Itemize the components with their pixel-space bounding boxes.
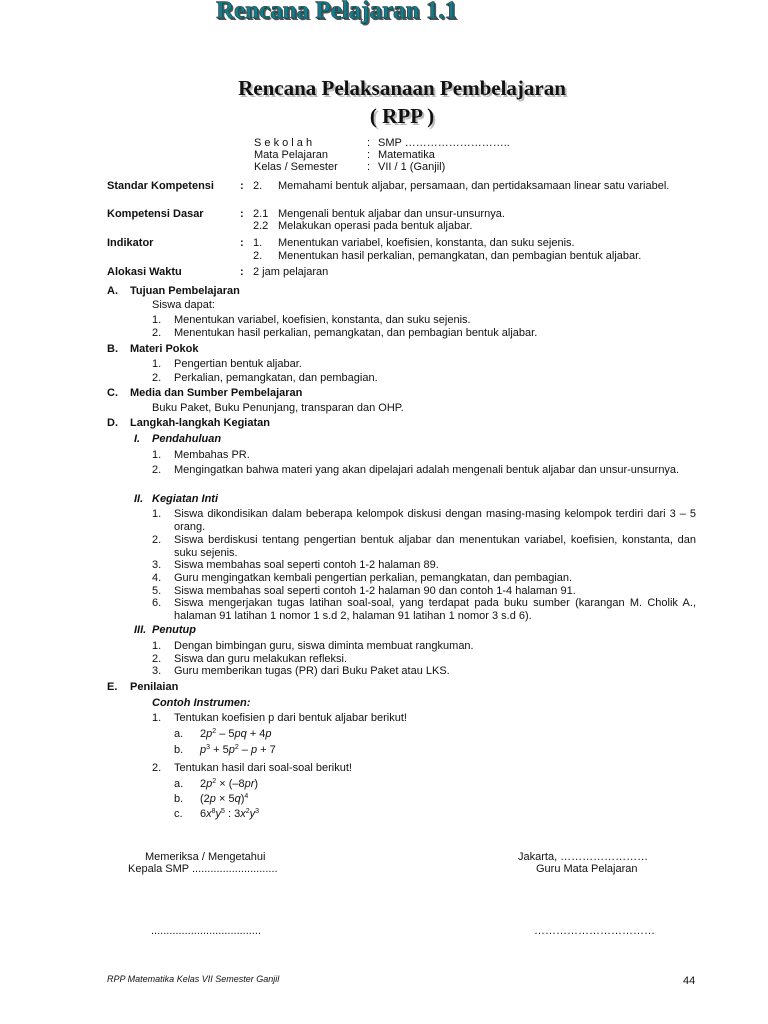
sk-colon: : — [240, 180, 244, 192]
list-item: Dengan bimbingan guru, siswa diminta membuat rangkuman. — [174, 640, 474, 652]
section-title-materi: Materi Pokok — [130, 343, 199, 355]
kd-label: Kompetensi Dasar — [107, 208, 204, 220]
alokasi-colon: : — [240, 266, 244, 278]
option-letter: a. — [174, 728, 184, 740]
option-letter: a. — [174, 778, 184, 790]
list-item: Siswa berdiskusi tentang pengertian bentuk aljabar dan menentukan variabel, koefisien, konstanta, dan suku sejenis. — [174, 534, 696, 559]
contoh-instrumen-heading: Contoh Instrumen: — [152, 697, 251, 709]
info-colon: : — [367, 149, 371, 161]
signature-left-role: Kepala SMP ............................ — [128, 863, 278, 875]
info-colon: : — [367, 161, 371, 173]
list-number: 1. — [152, 358, 162, 370]
sk-text: Memahami bentuk aljabar, persamaan, dan pertidaksamaan linear satu variabel. — [278, 180, 670, 192]
signature-right-place: Jakarta, …………………… — [518, 851, 649, 863]
list-number: 3. — [152, 559, 162, 571]
list-number: 1. — [152, 314, 162, 326]
question-text: Tentukan koefisien p dari bentuk aljabar berikut! — [174, 712, 407, 724]
signature-left-title: Memeriksa / Mengetahui — [145, 851, 266, 863]
indikator-number: 2. — [253, 250, 263, 262]
question-number: 1. — [152, 712, 162, 724]
section-title-penilaian: Penilaian — [130, 681, 179, 693]
list-number: 2. — [152, 464, 162, 476]
document-subtitle: ( RPP ) — [369, 104, 435, 128]
section-title-tujuan: Tujuan Pembelajaran — [130, 285, 240, 297]
list-number: 2. — [152, 327, 162, 339]
list-number: 1. — [152, 640, 162, 652]
indikator-label: Indikator — [107, 237, 154, 249]
page-number: 44 — [683, 975, 696, 987]
list-item: Siswa dan guru melakukan refleksi. — [174, 653, 348, 665]
subsection-number: III. — [134, 624, 147, 636]
section-letter: A. — [107, 285, 118, 297]
option-letter: b. — [174, 793, 184, 805]
list-number: 2. — [152, 653, 162, 665]
indikator-colon: : — [240, 237, 244, 249]
section-letter: D. — [107, 417, 118, 429]
section-letter: C. — [107, 387, 118, 399]
info-label: S e k o l a h — [254, 137, 313, 149]
list-item: Siswa membahas soal seperti contoh 1-2 halaman 89. — [174, 559, 439, 571]
list-item: Siswa membahas soal seperti contoh 1-2 halaman 90 dan contoh 1-4 halaman 91. — [174, 585, 576, 597]
list-number: 6. — [152, 597, 162, 609]
option-letter: c. — [174, 808, 183, 820]
media-text: Buku Paket, Buku Penunjang, transparan dan OHP. — [152, 402, 404, 414]
subsection-title-kegiatan-inti: Kegiatan Inti — [152, 493, 219, 505]
list-number: 2. — [152, 372, 162, 384]
section-title-langkah: Langkah-langkah Kegiatan — [130, 417, 270, 429]
indikator-number: 1. — [253, 237, 263, 249]
subsection-title-penutup: Penutup — [152, 624, 196, 636]
list-number: 4. — [152, 572, 162, 584]
list-item: Perkalian, pemangkatan, dan pembagian. — [174, 372, 378, 384]
indikator-text: Menentukan hasil perkalian, pemangkatan, dan pembagian bentuk aljabar. — [278, 250, 642, 262]
sk-label: Standar Kompetensi — [107, 180, 214, 192]
math-expression: $2p^2 - 5pq + 4p$ — [200, 728, 272, 740]
indikator-text: Menentukan variabel, koefisien, konstanta, dan suku sejenis. — [278, 237, 575, 249]
subsection-number: I. — [134, 433, 141, 445]
signature-left-line: .................................... — [151, 925, 262, 937]
info-label: Mata Pelajaran — [254, 149, 328, 161]
info-label: Kelas / Semester — [254, 161, 338, 173]
top-title: Rencana Pelajaran 1.1 — [216, 0, 457, 24]
section-title-media: Media dan Sumber Pembelajaran — [130, 387, 303, 399]
info-value: SMP ……………………….. — [378, 137, 510, 149]
math-expression: $6x^8y^5$ : $3x^2y^3$ — [200, 808, 260, 820]
subsection-title-pendahuluan: Pendahuluan — [152, 433, 222, 445]
kd-number: 2.2 — [253, 220, 269, 232]
list-item: Pengertian bentuk aljabar. — [174, 358, 302, 370]
list-number: 1. — [152, 449, 162, 461]
math-expression: $2p^2 \times (-8pr)$ — [200, 778, 259, 790]
math-expression: $(2p \times 5q)^4$ — [200, 793, 249, 805]
list-item: Menentukan variabel, koefisien, konstanta, dan suku sejenis. — [174, 314, 471, 326]
option-letter: b. — [174, 744, 184, 756]
list-number: 3. — [152, 665, 162, 677]
kd-text: Melakukan operasi pada bentuk aljabar. — [278, 220, 473, 232]
list-number: 1. — [152, 508, 162, 520]
sk-number: 2. — [253, 180, 263, 192]
list-item: Siswa dikondisikan dalam beberapa kelompok diskusi dengan masing-masing kelompok terdiri dari 3 – 5 orang. — [174, 508, 696, 533]
document-title: Rencana Pelaksanaan Pembelajaran — [238, 76, 566, 100]
question-number: 2. — [152, 762, 162, 774]
footer-text: RPP Matematika Kelas VII Semester Ganjil — [107, 974, 280, 984]
list-item: Membahas PR. — [174, 449, 250, 461]
list-number: 2. — [152, 534, 162, 546]
math-expression: $p^3 + 5p^2 - p + 7$ — [200, 744, 276, 756]
question-text: Tentukan hasil dari soal-soal berikut! — [174, 762, 352, 774]
alokasi-label: Alokasi Waktu — [107, 266, 182, 278]
list-item: Guru memberikan tugas (PR) dari Buku Paket atau LKS. — [174, 665, 450, 677]
kd-number: 2.1 — [253, 208, 269, 220]
list-item: Menentukan hasil perkalian, pemangkatan, dan pembagian bentuk aljabar. — [174, 327, 538, 339]
list-item: Siswa mengerjakan tugas latihan soal-soal, yang terdapat pada buku sumber (karangan M. Cholik A., halaman 91 latihan 1 nomor 1 s.d 2, halaman 91 latihan 1 nomor 3 s.d 6). — [174, 597, 696, 622]
info-value: VII / 1 (Ganjil) — [378, 161, 446, 173]
kd-colon: : — [240, 208, 244, 220]
info-colon: : — [367, 137, 371, 149]
section-letter: B. — [107, 343, 118, 355]
list-number: 5. — [152, 585, 162, 597]
signature-right-role: Guru Mata Pelajaran — [536, 863, 638, 875]
list-item: Guru mengingatkan kembali pengertian perkalian, pemangkatan, dan pembagian. — [174, 572, 573, 584]
subsection-number: II. — [134, 493, 144, 505]
kd-text: Mengenali bentuk aljabar dan unsur-unsurnya. — [278, 208, 505, 220]
info-value: Matematika — [378, 149, 435, 161]
tujuan-intro: Siswa dapat: — [152, 299, 215, 311]
alokasi-text: 2 jam pelajaran — [253, 266, 329, 278]
signature-right-line: …………………………… — [534, 925, 655, 937]
list-item: Mengingatkan bahwa materi yang akan dipelajari adalah mengenali bentuk aljabar dan unsur-unsurnya. — [174, 464, 680, 476]
section-letter: E. — [107, 681, 118, 693]
